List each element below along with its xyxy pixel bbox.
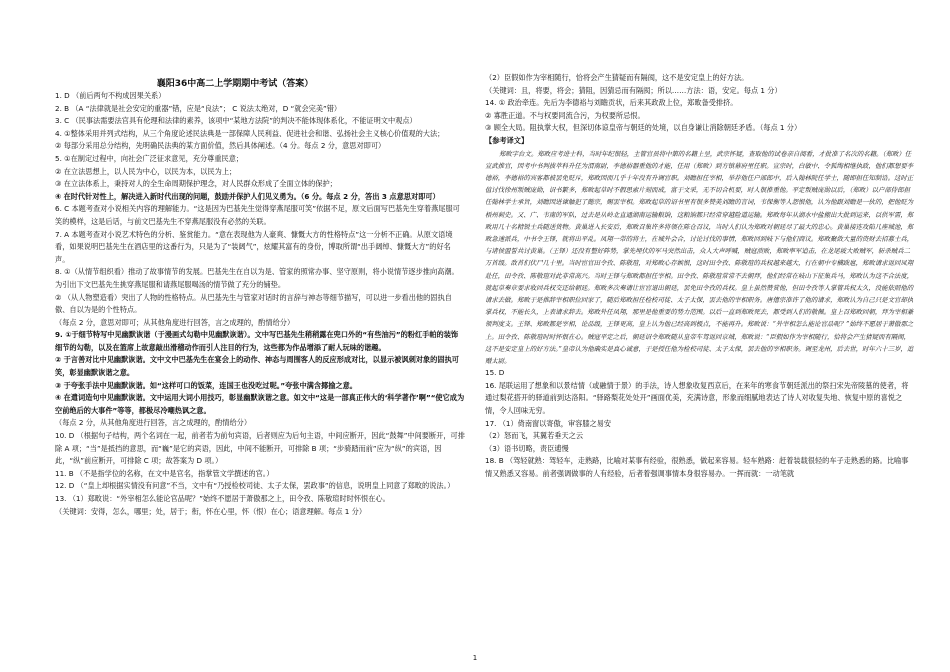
left-lines-item: ③ 于夸张手法中见幽默诙谐。如“这样可口的饭菜，连国王也没吃过呢。”夸张中满含揶揄之意。 — [55, 380, 357, 390]
right-lines-item: 【参考译文】 — [485, 135, 529, 145]
right-lines-2-item: （3）语书切略，责臣逋慢 — [485, 443, 569, 453]
right-lines-2-item: 18. B （驾轻就熟：驾轻车，走熟路，比喻对某事有经验，很熟悉，做起来容易。轻车熟路：赶着装载很轻的车子走熟悉的路。比喻事情又熟悉又容易。前者强调做事的人有经验，后者着强调事情本身很容易办。一挥而就：一动笔就 — [485, 456, 909, 478]
left-lines-item: 9. ①于细节特写中见幽默诙谐（于漫画式勾勒中见幽默诙谐）。文中写巴基先生稍稍露在兜口外的“有些油污”的粉红手帕的装饰细节的勾勒，以及在篮席上故意敲出滑稽动作而引人注目的行为，这些都为作品增添了耐人玩味的谐趣。 — [55, 330, 459, 352]
left-lines-item: 11. B （不是指学位的名称，在文中是官名，指掌管文学撰述的官。） — [55, 468, 274, 478]
page-title: 襄阳36中高二上学期期中考试（答案） — [156, 79, 314, 89]
right-lines-item: （2）臣假如作为宰相随行，恰将会产生猜疑而有隔阂，这不是安定皇上的好方法。 — [485, 73, 749, 82]
reference-translation: 郑畋字台文。郑畋应考进士科，当时年纪很轻，主管官员将中第的名籍上呈，武宗怀疑，查取他的试卷亲自阅看，才批准了名次的名籍。（郑畋）任宣武推官，因考中书判拔萃科升任为渭南尉，李德裕器重他的才能，任用（郑畋）到方镇幕府里任职。宣宗时，白敏中、令狐绹相继执政，他们都想要李德裕，李德裕的宾客都被罢免贬斥，郑畋因而几乎十年没有升调官职。刘瞻担任宰相，举荐他任户部郎中，后入翰林院任学士，随即担任知制诰。这时正值讨伐徐州叛贼庞勋，诏书繁多，郑畋起草时不假思索片刻而成，富于文采，无不切合机要，时人很推重他。平定叛贼庞勋以后，（郑畋）以户部侍郎担任翰林学士承旨，刘瞻因进谏触犯了懿宗，赐罢宰相。郑畋起草的诏书里有很多赞美刘瞻的言词，韦保衡等人怨恨他，认为他跟刘瞻是一伙的，把他贬为梧州刺史。又、广、韦南的军队，过去是从岭北直通湖南运输粮饷，这粮饷都只经常穿越险道运输。郑畋每年从湖水中盐搬出大批到运来，以供军需，郑畋用几十名精锐士兵随送货物。黄巢进入长安后，郑畋召集许多将领在陈仓召议，当时人们认为郑畋对朝廷尽了最大的忠心。黄巢接连攻陷几座城池，郑畋急速派兵，中书令王铎，就将出平乱。凤翔一带的将士，在城外会合，讨论讨伐的事情，郑畋回到岐下与他们商议。郑畋聚敛大量的资财去招募士兵，与诸侯盟誓共讨黄巢。（王铎）还没有整好阵势，掌先埋伏的军马突然出击，众人大声呼喊，贼寇溃败，郑畋率军追击，在龙尾坡大败贼军，斩杀贼兵二万首级。敌首们伏尸几十里。当时宦官田令孜、陈敬瑄，对郑畋心存嫉恨，这时田令孜、陈敬瑄的兵权越来越大，行在朝中专横跋扈，郑畋请求返回凤翔赴任，田令孜、陈敬瑄对此非常高兴。当时王铎与郑畋都担任宰相。田令孜、陈敬瑄常常不去朝拜，他们经常在岐山下征集兵马，郑畋认为这不合法度，就起草奏章要求收回兵权交还给朝廷。郑畋多次奏请让宦官退出朝廷，罢免田令孜的兵权。皇上虽然赞赏他，但田令孜等人掌管兵权太久，没能依照他的请求去做。郑畋于是推辞宰相职位回家了，随后郑畋担任检校司徒、太子太保，罢去他的宰相职务。唐僖宗准许了他的请求，郑畋认为自己只是文官却执掌兵权，不能长久，上表请求辞去。郑畋外任凤翔，那里是他重要的势力范围。以后一直到郑畋死去，都受到人们的敬佩。皇上召郑畋回朝，拜为宰相兼领判度支。王铎、郑畋都是宰相，论品级，王铎更高，皇上认为他已经高到极点，不能再升。郑畋说：“外宰相怎么能论官品呢？”始终不愿居于萧傲那之上。田令孜、陈敬瑄时时怀恨在心。贼寇平定之后，朝廷诏令郑畋随从皇帝车驾返回京城，郑畋说：“臣假如作为宰相随行，恰将会产生猜疑而有隔阂，这不是安定皇上的好方法。”皇帝认为他确实是真心诚意，于是授任他为检校司徒、太子太保，罢去他的宰相职务。调至龙州，后去世，时年六十三岁，追赠太尉。 — [485, 149, 914, 366]
left-lines-item: 8. ①（从情节组织看）推动了故事情节的发展。巴基先生在自以为是、管家的照常办事、坚守原则，将小说情节逐步推向高潮。 为引出下文巴基先生挑穿燕尾服和请燕尾服喝汤的情节做了充分的铺垫。 — [55, 267, 459, 289]
left-lines-item: 1. D （前后两句不构成因果关系） — [55, 91, 166, 100]
left-lines-item: 2. B （A “法律就是社会安定的重器”错，应是“良法”； C 说法太绝对，D “就会完美”错） — [55, 103, 342, 113]
left-lines-item: 10. D （根据句子结构，两个名词在一起，前者若为前句宾语，后者则应为后句主语，中间应断开，因此“鼓舞”中间要断开，可排除 A 项；“当”是抵挡的意思，而“巍”是它的宾语，因此，中间不能断开，可排除 B 项；“步骑踏而前”应为“纵”的宾语，因此，“纵”前应断开，可排除 C 项；故答案为 D 项。） — [55, 431, 465, 466]
right-lines-item: （关键词：且，将要，将会；猜阻，因猜忌而有隔阂；所以……方法：语，安定。每点 1 分） — [485, 85, 782, 95]
left-lines-item: ③ 在立法体系上，秉持对人的全生命周期保护理念，对人民群众形成了全面立体的保护； — [55, 179, 337, 189]
left-lines-item: ② 于言善对比中见幽默诙谐。文中文中巴基先生在宴会上的动作、神态与周围客人的反应形成对比，以显示被讽刺对象的固执可笑，彰显幽默诙谐之意。 — [55, 355, 459, 378]
right-lines-2-item: 17. （1）倚南窗以寄傲，审容膝之易安 — [485, 418, 612, 428]
right-lines-2-item: （2）怒而飞，其翼若垂天之云 — [485, 431, 584, 441]
page-number: 1 — [472, 654, 478, 662]
left-lines-item: 13. （1）郑畋说：“外宰相怎么能论官品呢？”始终不愿居于萧傲那之上，田令孜、陈敬瑄时时怀恨在心。 — [55, 494, 390, 503]
right-lines-item: ③ 顾全大局。阻执掌大权，但深切体谅皇帝与朝廷的处境，以自身谦让消除朝廷矛盾。（每点 1 分） — [485, 123, 802, 133]
left-lines-item: ④ 在时代针对性上，解决进入新时代出现的问题，鼓励并保护人们见义勇为。（6 分。每点 2 分，答出 3 点意思对即可） — [55, 191, 440, 201]
left-lines-item: ② （从人物塑造看）突出了人物的性格特点。从巴基先生与管家对话时的言辞与神态等细节描写，可以进一步看出他的固执自傲、自以为是的个性特点。 — [55, 292, 452, 315]
right-column — [485, 72, 915, 481]
right-lines-2-item: 15. D — [485, 368, 505, 378]
left-lines-item: 6. C 本题考查对小说相关内容的理解能力。“这是因为巴基先生觉得穿燕尾服可笑”依据不足，原文后面写巴基先生穿着燕尾服可笑的模样，这是后话，与前文巴基先生不穿燕尾服没有必然的关联。 — [55, 204, 460, 226]
left-lines-item: （每点 2 分，从其他角度进行回答，言之成理的，酌情给分） — [55, 418, 252, 428]
right-lines-item: 14. ① 政治牵连。先后为李德裕与刘瞻贡状，后来其政敌上位，郑畋备受排挤。 — [485, 98, 738, 108]
right-lines-item: ② 寡胜正道。不与权要同流合污，为权要所忌恨。 — [485, 110, 645, 120]
left-lines-item: 5. ①在制定过程中，向社会广泛征求意见，充分尊重民意； — [55, 153, 244, 163]
left-lines-item: ② 在立法思想上，以人民为中心，以民为本，以民为上； — [55, 166, 237, 176]
left-lines-item: 3. C （民事法需要法官具有伦理和法律的素养，该项中“某地方法院”的判决不能体现体系化，不能证明文中观点） — [55, 116, 417, 126]
left-lines-item: （每点 2 分，意思对即可；从其他角度进行回答，言之成理的，酌情给分） — [55, 317, 295, 327]
left-lines-item: 12. D （“皇上却根据实情没有问意”不当，文中有“乃授检校司徒、太子太保，罢政事”的信息，说明皇上同意了郑畋的说法。） — [55, 481, 455, 491]
left-lines-item: ④ 在遣词造句中见幽默诙谐。文中运用大词小用技巧，彰显幽默诙谐之意。如文中“这是一部真正伟大的‘科学著作’啊”“使它成为空前绝后的大事件”等等，都极尽冷嘲热讽之意。 — [55, 393, 465, 415]
left-column — [55, 90, 465, 518]
left-lines-item: （关键词：安得，怎么，哪里；处，居于；衔，怀在心里，怀（恨）在心；语意理解。每点 1 分） — [55, 506, 367, 516]
right-lines-2-item: 16. 尾联运用了想象和以景结情（或融情于景）的手法，诗人想象收复西京后，在来年的寒食节朝廷派出的祭扫宋先帝陵墓的使者，将通过梨花搭开的驿道前到达洛阳。“驿路梨花处处开”画面优美，充满诗意，形象而细腻地表达了诗人对收复失地、恢复中原的喜悦之情，令人回味无穷。 — [485, 380, 909, 415]
left-lines-item: 4. ①整体采用并列式结构，从三个角度论述民法典是一部保障人民利益、促进社会和谐、弘扬社会主义核心价值观的大法； — [55, 128, 445, 138]
left-lines-item: 7. A 本题考查对小说艺术特色的分析、鉴赏能力。“意在表现他为人豪爽、慷慨大方的性格特点”这一分析不正确。从原文语境看，如果说明巴基先生在酒店里的这番行为，只是为了“装阔气”，炫耀其富有的身份，博取所谓“出手阔绰、慷慨大方”的好名声。 — [55, 229, 453, 264]
left-lines-item: ② 每部分采用总分结构，先明确民法典的某方面价值，然后具体阐述。（4 分。每点 2 分，意思对即可） — [55, 141, 386, 151]
